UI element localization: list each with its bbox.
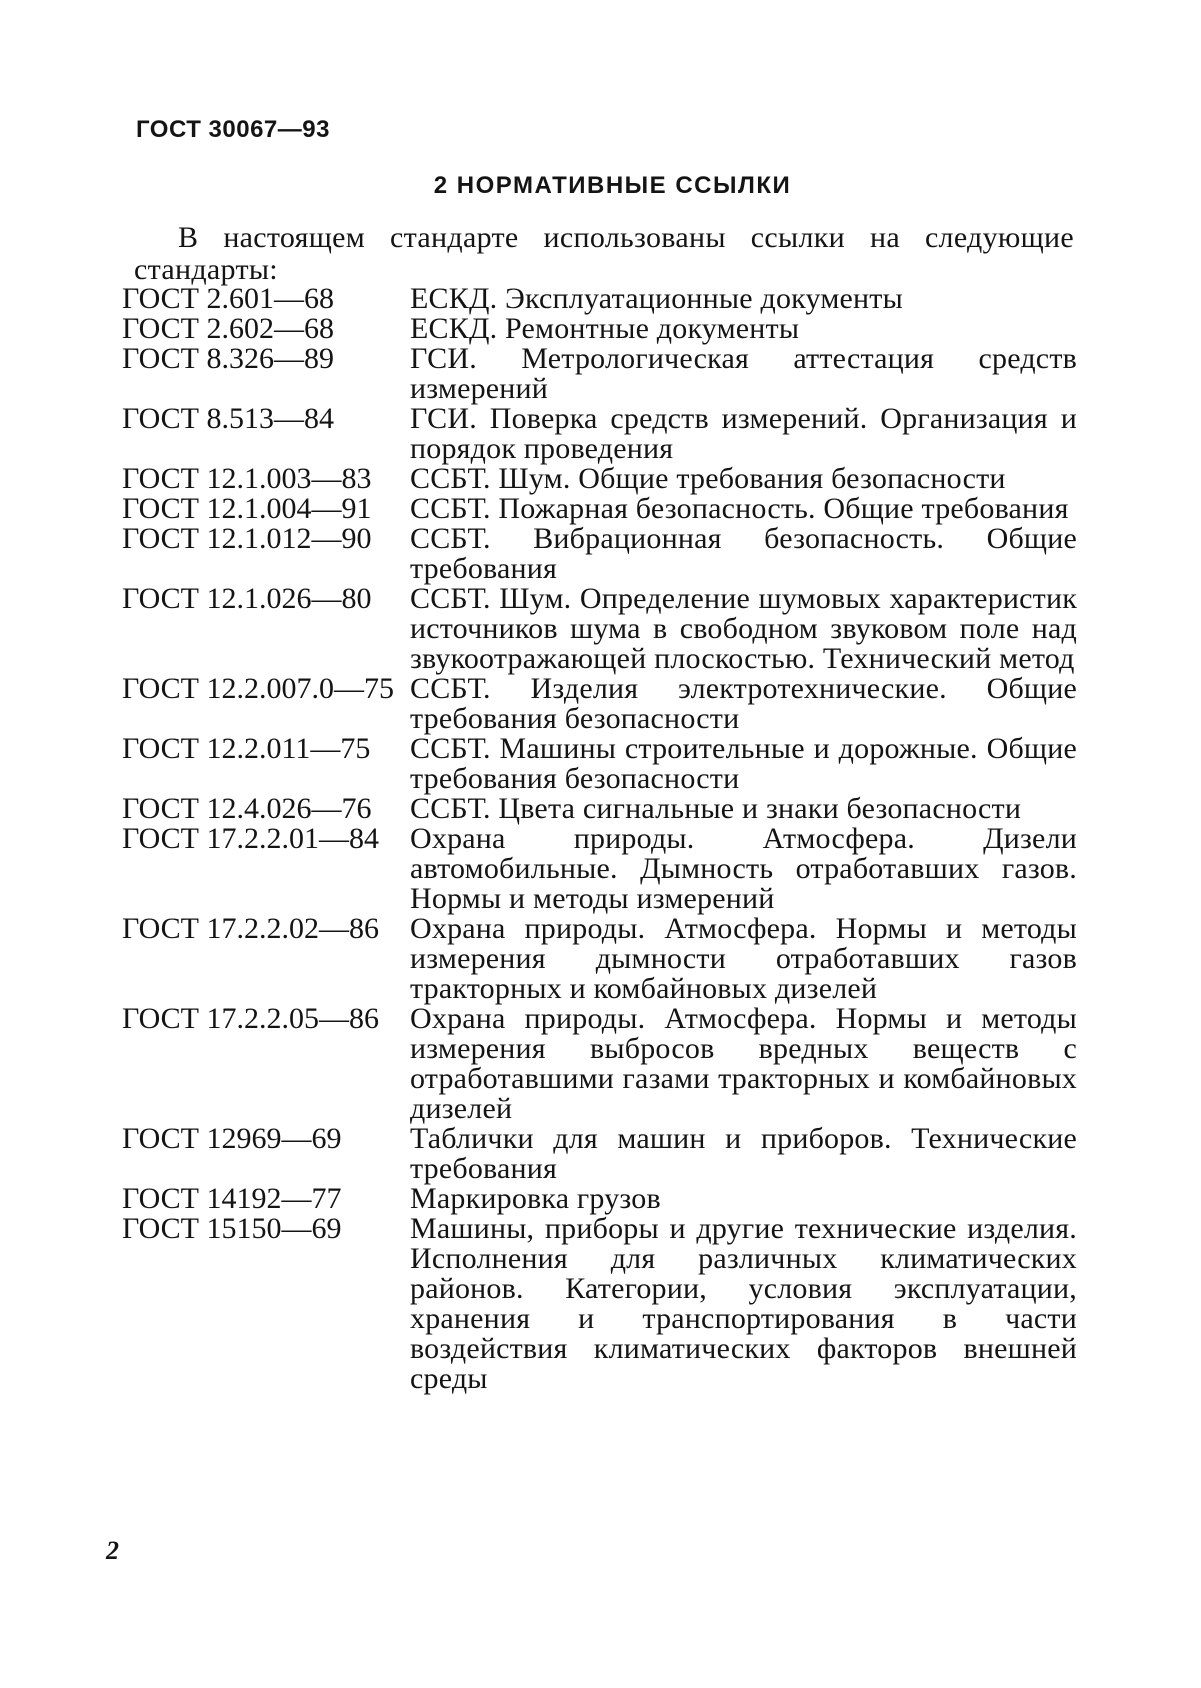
page-number: 2 xyxy=(106,1536,119,1565)
reference-row xyxy=(122,584,1077,674)
reference-row xyxy=(122,1124,1077,1184)
reference-title: Охрана природы. Атмосфера. Нормы и методы измерения выбросов вредных веществ с отработавшими газами тракторных и комбайновых дизелей xyxy=(410,1002,1077,1125)
reference-code: ГОСТ 12.1.003—83 xyxy=(122,462,372,495)
reference-title: ССБТ. Шум. Общие требования безопасности xyxy=(410,462,1006,495)
reference-row xyxy=(122,824,1077,914)
reference-code: ГОСТ 12969—69 xyxy=(122,1122,342,1155)
reference-code: ГОСТ 2.601—68 xyxy=(122,282,334,315)
reference-title: ЕСКД. Ремонтные документы xyxy=(410,312,800,345)
reference-row xyxy=(122,674,1077,734)
reference-title: ГСИ. Метрологическая аттестация средств измерений xyxy=(410,342,1077,405)
reference-title: Охрана природы. Атмосфера. Нормы и методы измерения дымности отработавших газов тракторных и комбайновых дизелей xyxy=(410,912,1077,1005)
reference-row xyxy=(122,464,1077,494)
reference-code: ГОСТ 8.513—84 xyxy=(122,402,334,435)
reference-code: ГОСТ 14192—77 xyxy=(122,1182,342,1215)
reference-code: ГОСТ 12.1.026—80 xyxy=(122,582,372,615)
reference-title: Охрана природы. Атмосфера. Дизели автомобильные. Дымность отработавших газов. Нормы и методы измерений xyxy=(410,822,1077,915)
reference-code: ГОСТ 8.326—89 xyxy=(122,342,334,375)
section-intro: В настоящем стандарте использованы ссылки на следующие стандарты: xyxy=(134,221,1074,286)
reference-row xyxy=(122,314,1077,344)
reference-code: ГОСТ 12.4.026—76 xyxy=(122,792,372,825)
reference-row xyxy=(122,1184,1077,1214)
reference-row xyxy=(122,914,1077,1004)
reference-title: ССБТ. Шум. Определение шумовых характеристик источников шума в свободном звуковом поле над звукоотражающей плоскостью. Технический метод xyxy=(410,582,1077,675)
reference-code: ГОСТ 2.602—68 xyxy=(122,312,334,345)
reference-title: ССБТ. Пожарная безопасность. Общие требования xyxy=(410,492,1069,525)
reference-code: ГОСТ 17.2.2.01—84 xyxy=(122,822,379,855)
reference-code: ГОСТ 12.2.007.0—75 xyxy=(122,672,394,705)
reference-code: ГОСТ 15150—69 xyxy=(122,1212,342,1245)
reference-row xyxy=(122,494,1077,524)
reference-title: Машины, приборы и другие технические изделия. Исполнения для различных климатических районов. Категории, условия эксплуатации, хранения и транспортирования в части воздействия климатических факторов внешней среды xyxy=(410,1212,1077,1395)
reference-title: ССБТ. Цвета сигнальные и знаки безопасности xyxy=(410,792,1022,825)
document-code: ГОСТ 30067—93 xyxy=(136,116,330,143)
reference-title: Маркировка грузов xyxy=(410,1182,661,1215)
reference-row xyxy=(122,1214,1077,1394)
reference-code: ГОСТ 12.1.004—91 xyxy=(122,492,372,525)
reference-title: Таблички для машин и приборов. Технические требования xyxy=(410,1122,1077,1185)
reference-row xyxy=(122,734,1077,794)
reference-title: ССБТ. Изделия электротехнические. Общие требования безопасности xyxy=(410,672,1077,735)
reference-title: ЕСКД. Эксплуатационные документы xyxy=(410,282,903,315)
reference-row xyxy=(122,524,1077,584)
reference-code: ГОСТ 17.2.2.02—86 xyxy=(122,912,379,945)
reference-row xyxy=(122,284,1077,314)
reference-row xyxy=(122,794,1077,824)
reference-code: ГОСТ 12.1.012—90 xyxy=(122,522,372,555)
reference-row xyxy=(122,344,1077,404)
references-list xyxy=(122,284,1077,1394)
reference-title: ССБТ. Вибрационная безопасность. Общие требования xyxy=(410,522,1077,585)
reference-code: ГОСТ 17.2.2.05—86 xyxy=(122,1002,379,1035)
section-title: 2 НОРМАТИВНЫЕ ССЫЛКИ xyxy=(433,172,792,199)
reference-code: ГОСТ 12.2.011—75 xyxy=(122,732,371,765)
reference-row xyxy=(122,1004,1077,1124)
reference-title: ГСИ. Поверка средств измерений. Организация и порядок проведения xyxy=(410,402,1077,465)
reference-row xyxy=(122,404,1077,464)
reference-title: ССБТ. Машины строительные и дорожные. Общие требования безопасности xyxy=(410,732,1077,795)
